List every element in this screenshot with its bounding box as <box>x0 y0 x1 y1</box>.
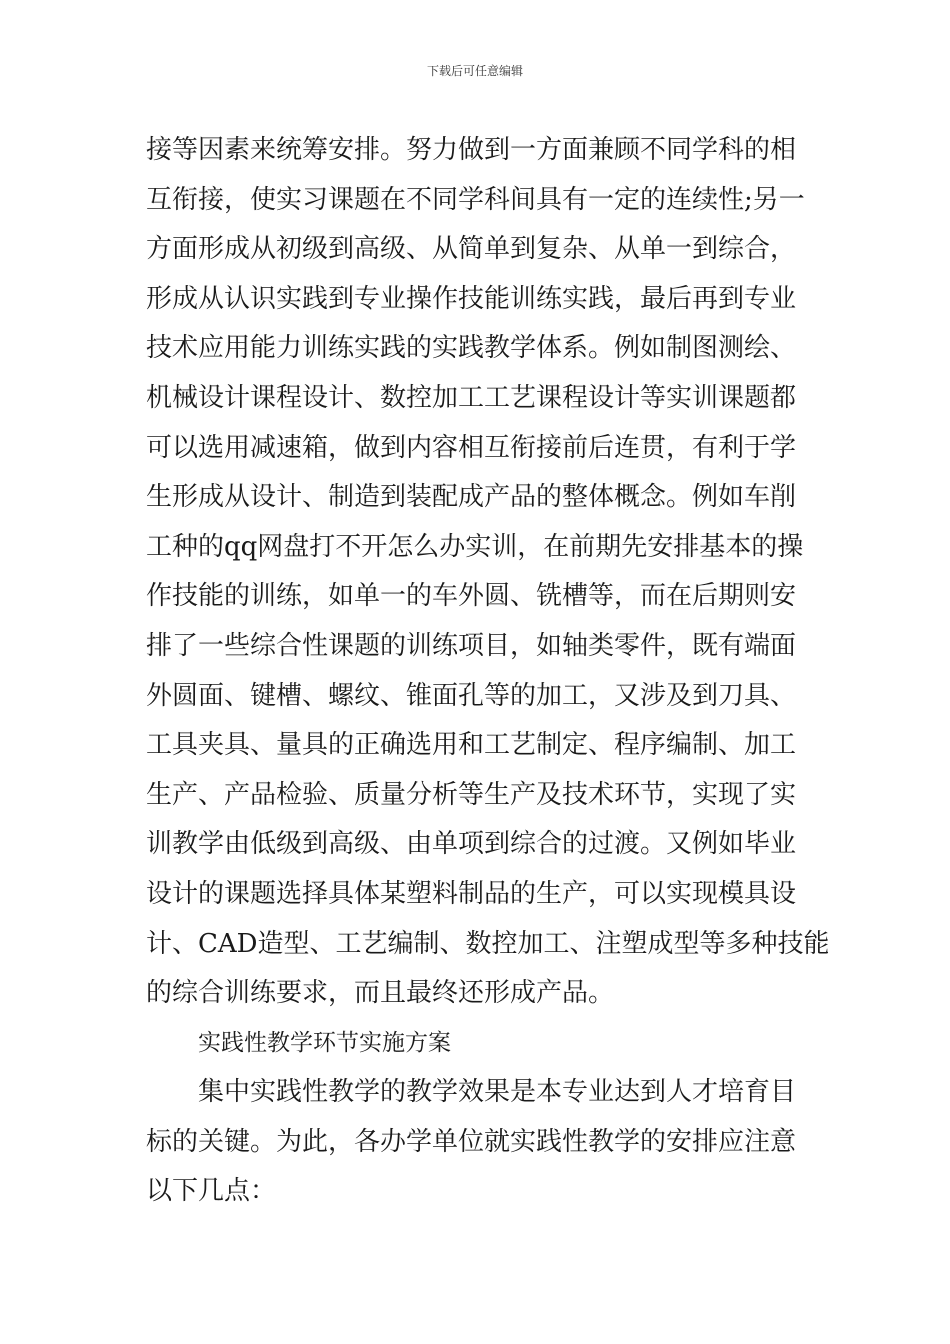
paragraph-line: 外圆面、键槽、螺纹、锥面孔等的加工，又涉及到刀具、 <box>146 680 797 711</box>
paragraph-line: 训教学由低级到高级、由单项到综合的过渡。又例如毕业 <box>146 829 797 860</box>
paragraph-line: 计、CAD造型、工艺编制、数控加工、注塑成型等多种技能 <box>146 928 830 959</box>
paragraph-line: 方面形成从初级到高级、从简单到复杂、从单一到综合， <box>146 234 797 265</box>
paragraph-line: 可以选用减速箱，做到内容相互衔接前后连贯，有利于学 <box>146 432 797 463</box>
paragraph-line: 生形成从设计、制造到装配成产品的整体概念。例如车削 <box>146 482 797 513</box>
section-heading: 实践性教学环节实施方案 <box>198 1029 451 1056</box>
paragraph-1 <box>146 126 830 1019</box>
paragraph-line: 的综合训练要求，而且最终还形成产品。 <box>146 978 615 1009</box>
paragraph-line: 集中实践性教学的教学效果是本专业达到人才培育目 <box>198 1077 797 1108</box>
paragraph-line: 机械设计课程设计、数控加工工艺课程设计等实训课题都 <box>146 382 797 413</box>
paragraph-line: 以下几点： <box>146 1176 277 1207</box>
paragraph-line: 工种的qq网盘打不开怎么办实训，在前期先安排基本的操 <box>146 531 804 562</box>
paragraph-line: 接等因素来统筹安排。努力做到一方面兼顾不同学科的相 <box>146 135 797 165</box>
page-header: 下载后可任意编辑 <box>426 64 523 78</box>
paragraph-line: 生产、产品检验、质量分析等生产及技术环节，实现了实 <box>146 779 797 810</box>
paragraph-2 <box>146 1068 808 1217</box>
paragraph-line: 互衔接，使实习课题在不同学科间具有一定的连续性;另一 <box>146 184 805 215</box>
document-body <box>146 126 830 1217</box>
paragraph-line: 形成从认识实践到专业操作技能训练实践，最后再到专业 <box>146 283 797 314</box>
paragraph-line: 技术应用能力训练实践的实践教学体系。例如制图测绘、 <box>146 333 797 364</box>
paragraph-line: 作技能的训练，如单一的车外圆、铣槽等，而在后期则安 <box>146 581 797 612</box>
paragraph-line: 工具夹具、量具的正确选用和工艺制定、程序编制、加工 <box>146 730 797 761</box>
paragraph-line: 排了一些综合性课题的训练项目，如轴类零件，既有端面 <box>146 630 797 661</box>
paragraph-line: 设计的课题选择具体某塑料制品的生产，可以实现模具设 <box>146 878 797 909</box>
paragraph-line: 标的关键。为此，各办学单位就实践性教学的安排应注意 <box>146 1126 797 1157</box>
